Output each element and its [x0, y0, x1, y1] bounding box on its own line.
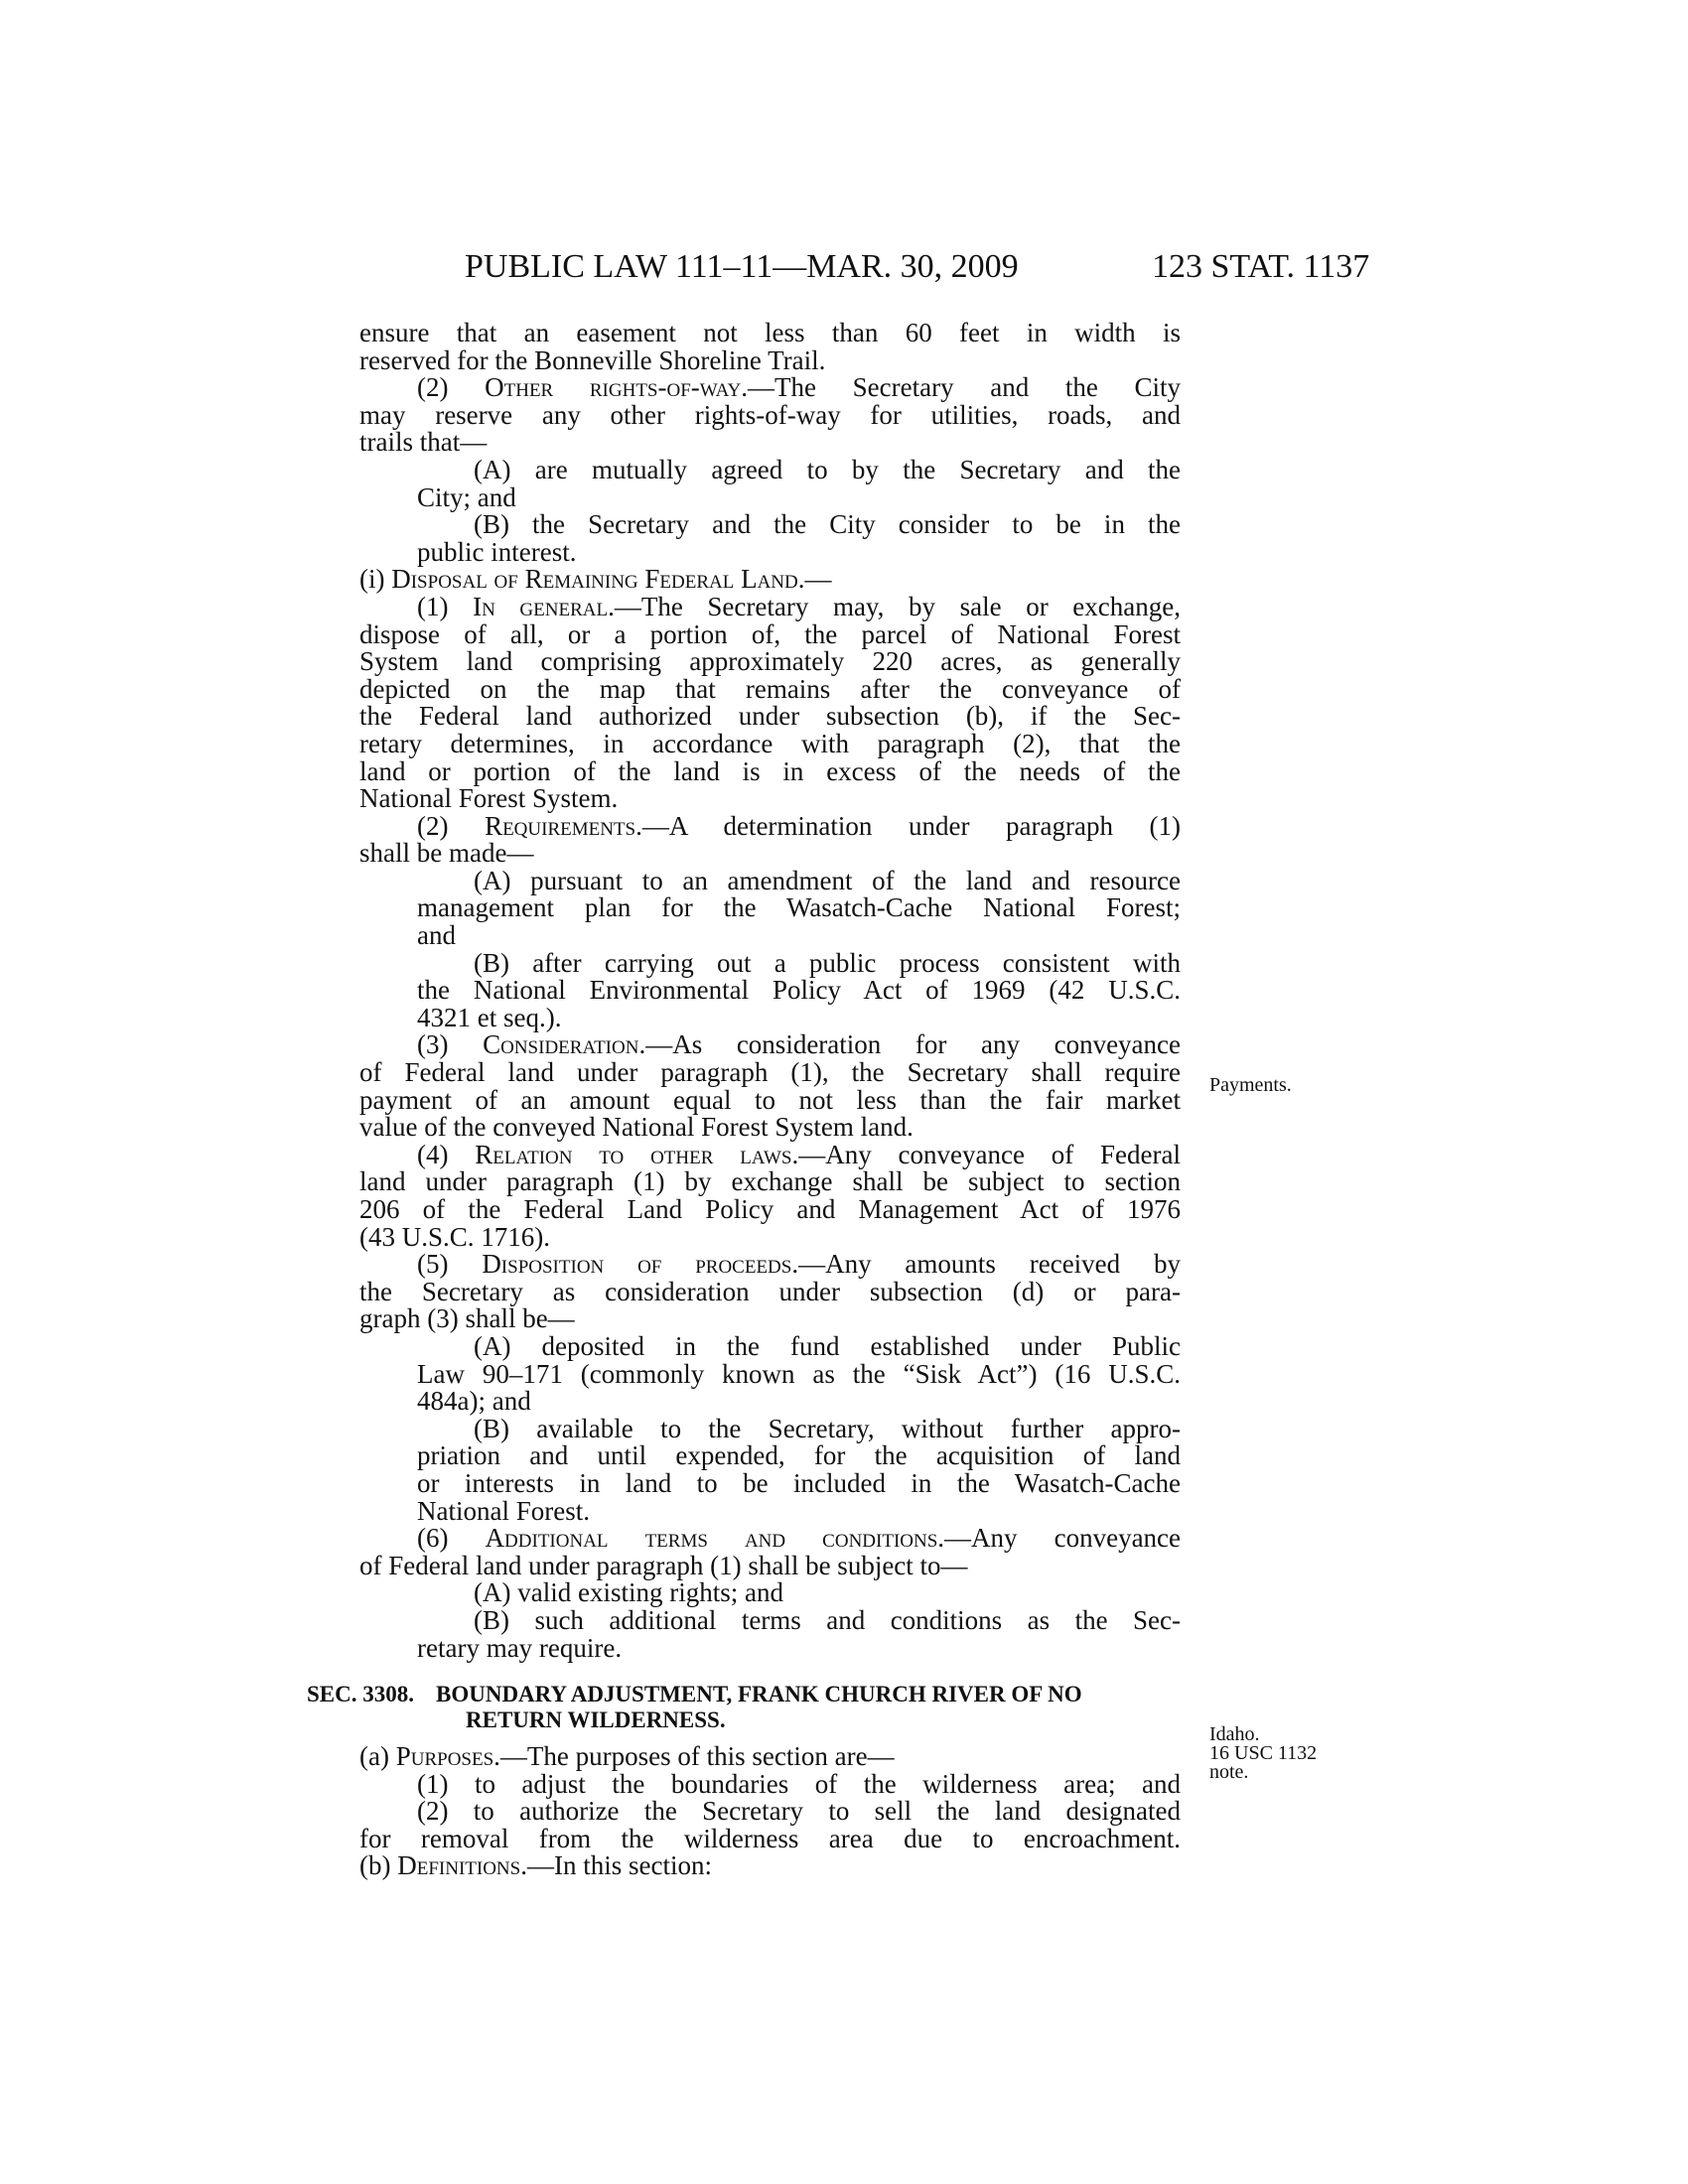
- paragraph-disposition: [359, 1251, 1181, 1279]
- text-line: (1) to adjust the boundaries of the wilderness area; and: [417, 1768, 1181, 1799]
- text-line: ensure that an easement not less than 60 feet in width is: [359, 318, 1181, 347]
- para-number: (2): [417, 372, 486, 403]
- text-run: .—: [797, 564, 832, 595]
- subsection-purposes: [359, 1743, 1181, 1771]
- paragraph-other-rights: [359, 374, 1181, 402]
- text-line: (A) are mutually agreed to by the Secretary and the: [474, 454, 1181, 484]
- para-number: (2): [417, 810, 486, 841]
- text-line: 206 of the Federal Land Policy and Management Act of 1976: [359, 1194, 1181, 1224]
- margin-note-line: note.: [1209, 1761, 1249, 1783]
- para-number: (6): [417, 1523, 486, 1554]
- margin-note-line: Idaho.: [1209, 1723, 1260, 1745]
- text-line: land or portion of the land is in excess of the needs of the: [359, 755, 1181, 786]
- text-line: National Forest.: [417, 1495, 590, 1526]
- text-line: 4321 et seq.).: [417, 1002, 562, 1032]
- paragraph-consideration: [359, 1031, 1181, 1059]
- section-heading: [307, 1682, 1181, 1733]
- text-line: (A) deposited in the fund established under Public: [474, 1330, 1181, 1361]
- text-run: .—Any conveyance: [937, 1523, 1182, 1554]
- paragraph-heading: Additional terms and conditions: [485, 1523, 938, 1554]
- text-line: Law 90–171 (commonly known as the “Sisk Act”) (16 U.S.C.: [417, 1358, 1181, 1389]
- text-line: graph (3) shall be—: [359, 1303, 575, 1334]
- para-number: (b): [359, 1850, 398, 1881]
- text-run: .—Any amounts received by: [791, 1249, 1181, 1280]
- text-line: shall be made—: [359, 838, 534, 869]
- margin-note-line: 16 USC 1132: [1209, 1742, 1318, 1764]
- text-line: the Secretary as consideration under subsection (d) or para-: [359, 1276, 1181, 1306]
- paragraph-heading: Disposition of proceeds: [482, 1249, 792, 1280]
- text-line: may reserve any other rights-of-way for utilities, roads, and: [359, 399, 1181, 430]
- paragraph-requirements: [359, 810, 1182, 841]
- text-line: management plan for the Wasatch-Cache National Forest;: [417, 892, 1181, 923]
- text-line: payment of an amount equal to not less than the fair market: [359, 1084, 1181, 1115]
- text-line: (B) the Secretary and the City consider to be in the: [474, 509, 1181, 540]
- subsection-heading: Disposal of Remaining Federal Land: [391, 564, 798, 595]
- text-line: 484a); and: [417, 1386, 531, 1417]
- para-number: (i): [359, 564, 392, 595]
- subsection-definitions: [359, 1852, 1181, 1880]
- text-line: (B) available to the Secretary, without further appro-: [474, 1413, 1181, 1443]
- para-number: (1): [417, 591, 474, 621]
- paragraph-heading: Relation to other laws: [475, 1139, 792, 1169]
- text-line: System land comprising approximately 220 acres, as generally: [359, 646, 1181, 677]
- paragraph-relation: [359, 1139, 1182, 1169]
- text-line: dispose of all, or a portion of, the parcel of National Forest: [359, 618, 1181, 649]
- para-number: (3): [417, 1029, 484, 1060]
- text-line: land under paragraph (1) by exchange shall be subject to section: [359, 1166, 1181, 1197]
- margin-note-idaho: [1209, 1725, 1317, 1782]
- text-line: the National Environmental Policy Act of 1969 (42 U.S.C.: [417, 975, 1181, 1006]
- text-line: value of the conveyed National Forest System land.: [359, 1112, 914, 1143]
- body-text: [307, 318, 1182, 1881]
- para-number: (a): [359, 1741, 396, 1772]
- text-line: priation and until expended, for the acquisition of land: [417, 1440, 1181, 1471]
- text-line: of Federal land under paragraph (1) shall be subject to—: [359, 1550, 968, 1580]
- text-line: (B) such additional terms and conditions as the Sec-: [474, 1604, 1181, 1635]
- paragraph-in-general: [359, 591, 1181, 621]
- text-line: of Federal land under paragraph (1), the Secretary shall require: [359, 1057, 1181, 1088]
- text-line: retary may require.: [417, 1632, 623, 1663]
- paragraph-heading: Other rights-of-way: [485, 372, 742, 403]
- text-run: .—Any conveyance of Federal: [791, 1139, 1182, 1169]
- margin-note-payments: Payments.: [1209, 1074, 1292, 1096]
- text-line: National Forest System.: [359, 783, 619, 814]
- text-run: .—As consideration for any conveyance: [638, 1029, 1181, 1060]
- text-run: .—In this section:: [520, 1850, 712, 1881]
- section-number: SEC. 3308.: [307, 1682, 414, 1707]
- text-line: (A) pursuant to an amendment of the land and resource: [474, 865, 1181, 895]
- text-line: the Federal land authorized under subsection (b), if the Sec-: [359, 701, 1181, 732]
- text-run: .—The Secretary and the City: [741, 372, 1181, 403]
- section-title-cont: RETURN WILDERNESS.: [466, 1707, 726, 1733]
- running-header-stat: 123 STAT. 1137: [1152, 248, 1370, 285]
- text-line: City; and: [417, 481, 516, 512]
- text-line: (43 U.S.C. 1716).: [359, 1221, 551, 1252]
- text-line: and: [417, 920, 456, 951]
- text-line: or interests in land to be included in the Wasatch-Cache: [417, 1467, 1181, 1498]
- subsection-disposal: [359, 566, 1181, 594]
- subsection-heading: Definitions: [397, 1850, 521, 1881]
- text-line: (B) after carrying out a public process consistent with: [474, 947, 1181, 978]
- text-line: reserved for the Bonneville Shoreline Trail.: [359, 344, 826, 375]
- paragraph-heading: In general: [473, 591, 609, 621]
- text-line: depicted on the map that remains after the conveyance of: [359, 673, 1181, 704]
- text-line: trails that—: [359, 427, 488, 458]
- text-run: .—The purposes of this section are—: [493, 1741, 895, 1772]
- subsection-heading: Purposes: [395, 1741, 494, 1772]
- running-header-law: PUBLIC LAW 111–11—MAR. 30, 2009: [465, 248, 1019, 285]
- paragraph-heading: Requirements: [485, 810, 636, 841]
- text-line: retary determines, in accordance with paragraph (2), that the: [359, 728, 1181, 758]
- para-number: (5): [417, 1249, 483, 1280]
- text-line: (2) to authorize the Secretary to sell the land designated: [417, 1796, 1181, 1827]
- section-title: BOUNDARY ADJUSTMENT, FRANK CHURCH RIVER OF NO: [436, 1682, 1082, 1707]
- paragraph-additional-terms: [359, 1525, 1181, 1553]
- para-number: (4): [417, 1139, 476, 1169]
- text-run: .—The Secretary may, by sale or exchange,: [608, 591, 1181, 621]
- text-line: public interest.: [417, 536, 577, 567]
- text-line: (A) valid existing rights; and: [474, 1577, 783, 1608]
- text-run: .—A determination under paragraph (1): [635, 810, 1182, 841]
- paragraph-heading: Consideration: [483, 1029, 639, 1060]
- text-line: for removal from the wilderness area due to encroachment.: [359, 1823, 1181, 1853]
